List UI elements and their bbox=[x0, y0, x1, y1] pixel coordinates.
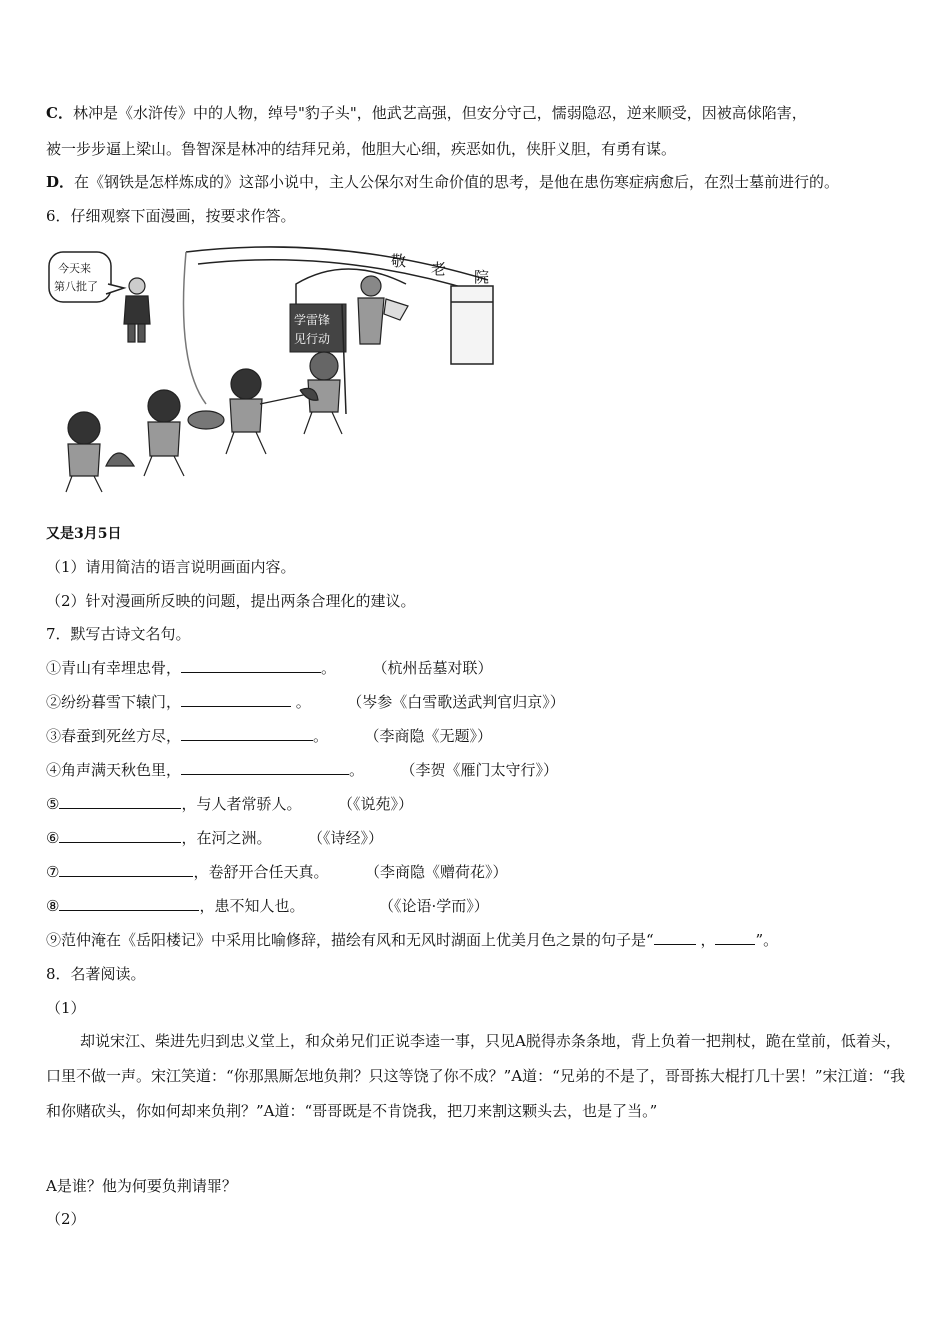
poem-item-source: （杭州岳墓对联） bbox=[380, 659, 493, 677]
answer-blank[interactable] bbox=[181, 760, 349, 775]
poem-item-pre: ⑥ bbox=[46, 829, 60, 847]
cartoon-image bbox=[46, 244, 498, 494]
poem-item9-pre: ⑨范仲淹在《岳阳楼记》中采用比喻修辞，描绘有风和无风时湖面上优美月色之景的句子是“ bbox=[46, 931, 654, 949]
answer-blank[interactable] bbox=[715, 930, 755, 945]
poem-item-pre: ⑧ bbox=[46, 897, 60, 915]
gate-woman-figure bbox=[358, 276, 408, 344]
q7-title: 7．默写古诗文名句。 bbox=[46, 625, 191, 643]
banner-line1: 学雷锋 bbox=[294, 313, 331, 327]
option-c-line1 bbox=[46, 103, 807, 123]
q8-sub1-label: （1） bbox=[46, 999, 86, 1017]
poem-item-pre: ⑤ bbox=[46, 795, 60, 813]
poem-item-source: （《诗经》） bbox=[315, 829, 383, 847]
answer-blank[interactable] bbox=[181, 692, 291, 707]
poem-item-2 bbox=[46, 692, 565, 712]
student-figure bbox=[226, 369, 318, 454]
speech-line1: 今天来 bbox=[58, 262, 91, 275]
gate-sign-char2: 老 bbox=[431, 260, 447, 278]
poem-item-pre: ③春蚕到死丝方尽， bbox=[46, 727, 182, 745]
banner-line2: 见行动 bbox=[294, 332, 331, 346]
poem-item9-mid: ， bbox=[695, 931, 716, 949]
poem-item-pre: ①青山有幸埋忠骨， bbox=[46, 659, 182, 677]
speech-line2: 第八批了 bbox=[54, 280, 98, 293]
answer-blank[interactable] bbox=[59, 896, 199, 911]
poem-item-4 bbox=[46, 760, 558, 780]
poem-item-pre: ④角声满天秋色里， bbox=[46, 761, 182, 779]
poem-item-pre: ⑦ bbox=[46, 863, 60, 881]
q8-question: A是谁？他为何要负荆请罪？ bbox=[46, 1177, 237, 1195]
answer-blank[interactable] bbox=[59, 828, 181, 843]
poem-item-7 bbox=[46, 862, 507, 882]
q8-title: 8．名著阅读。 bbox=[46, 965, 146, 983]
poem-item-post: ，卷舒开合任天真。 bbox=[193, 863, 329, 881]
poem-item-6 bbox=[46, 828, 383, 848]
reading-passage bbox=[46, 1024, 906, 1129]
poem-item-source: （李贺《雁门太守行》） bbox=[408, 761, 559, 779]
cartoon-caption: 又是3月5日 bbox=[46, 526, 122, 542]
q8-sub2-label: （2） bbox=[46, 1210, 86, 1228]
student-figure bbox=[66, 412, 134, 492]
poem-item-source: （李商隐《赠荷花》） bbox=[372, 863, 508, 881]
poem-item-source: （《说苑》） bbox=[345, 795, 413, 813]
poem-item-post: 。 bbox=[313, 727, 329, 745]
answer-blank[interactable] bbox=[59, 794, 181, 809]
poem-item-pre: ②纷纷暮雪下辕门， bbox=[46, 693, 182, 711]
answer-blank[interactable] bbox=[181, 658, 321, 673]
speech-bubble bbox=[49, 252, 124, 302]
poem-item-post: ，患不知人也。 bbox=[199, 897, 305, 915]
q6-sub1: （1）请用简洁的语言说明画面内容。 bbox=[46, 558, 296, 576]
answer-blank[interactable] bbox=[59, 862, 193, 877]
poem-item-post: 。 bbox=[291, 693, 311, 711]
passage-text: 却说宋江、柴进先归到忠义堂上，和众弟兄们正说李逵一事，只见A脱得赤条条地，背上负着一把荆杖，跪在堂前，低着头，口里不做一声。宋江笑道：“你那黑厮怎地负荆？只这等饶了你不成？”A道：“兄弟的不是了，哥哥拣大棍打几十罢！”宋江道：“我和你赌砍头，你如何却来负荆？”A道：“哥哥既是不肯饶我，把刀来割这颗头去，也是了当。” bbox=[46, 1032, 906, 1120]
option-d-label: D． bbox=[46, 173, 75, 191]
q6-title: 6．仔细观察下面漫画，按要求作答。 bbox=[46, 207, 296, 225]
poem-item-5 bbox=[46, 794, 413, 814]
option-d-text: 在《钢铁是怎样炼成的》这部小说中，主人公保尔对生命价值的思考，是他在患伤寒症病愈后，在烈士墓前进行的。 bbox=[74, 173, 840, 191]
answer-blank[interactable] bbox=[181, 726, 313, 741]
poem-item9-post: ”。 bbox=[755, 931, 779, 949]
gate-sign-char3: 院 bbox=[474, 268, 490, 286]
option-c-line2: 被一步步逼上梁山。鲁智深是林冲的结拜兄弟，他胆大心细，疾恶如仇，侠肝义胆，有勇有谋。 bbox=[46, 140, 677, 158]
poem-item-3 bbox=[46, 726, 492, 746]
old-man-figure bbox=[124, 278, 150, 342]
answer-blank[interactable] bbox=[654, 930, 696, 945]
poem-item-source: （岑参《白雪歌送武判官归京》） bbox=[354, 693, 565, 711]
poem-item-post: 。 bbox=[349, 761, 365, 779]
poem-item-8 bbox=[46, 896, 489, 916]
poem-item-9 bbox=[46, 930, 778, 950]
poem-item-post: ，与人者常骄人。 bbox=[181, 795, 302, 813]
option-c-text: 林冲是《水浒传》中的人物，绰号"豹子头"，他武艺高强，但安分守己，懦弱隐忍，逆来顺受，因被高俅陷害， bbox=[72, 104, 807, 122]
option-c-label: C． bbox=[46, 104, 73, 122]
poem-item-post: ，在河之洲。 bbox=[181, 829, 272, 847]
poem-item-1 bbox=[46, 658, 493, 678]
option-d-line bbox=[46, 172, 839, 192]
q6-sub2: （2）针对漫画所反映的问题，提出两条合理化的建议。 bbox=[46, 592, 416, 610]
poem-item-source: （《论语·学而》） bbox=[386, 897, 489, 915]
gate-sign-char1: 敬 bbox=[391, 252, 407, 270]
student-figure bbox=[144, 390, 224, 476]
poem-item-source: （李商隐《无题》） bbox=[372, 727, 493, 745]
poem-item-post: 。 bbox=[321, 659, 337, 677]
